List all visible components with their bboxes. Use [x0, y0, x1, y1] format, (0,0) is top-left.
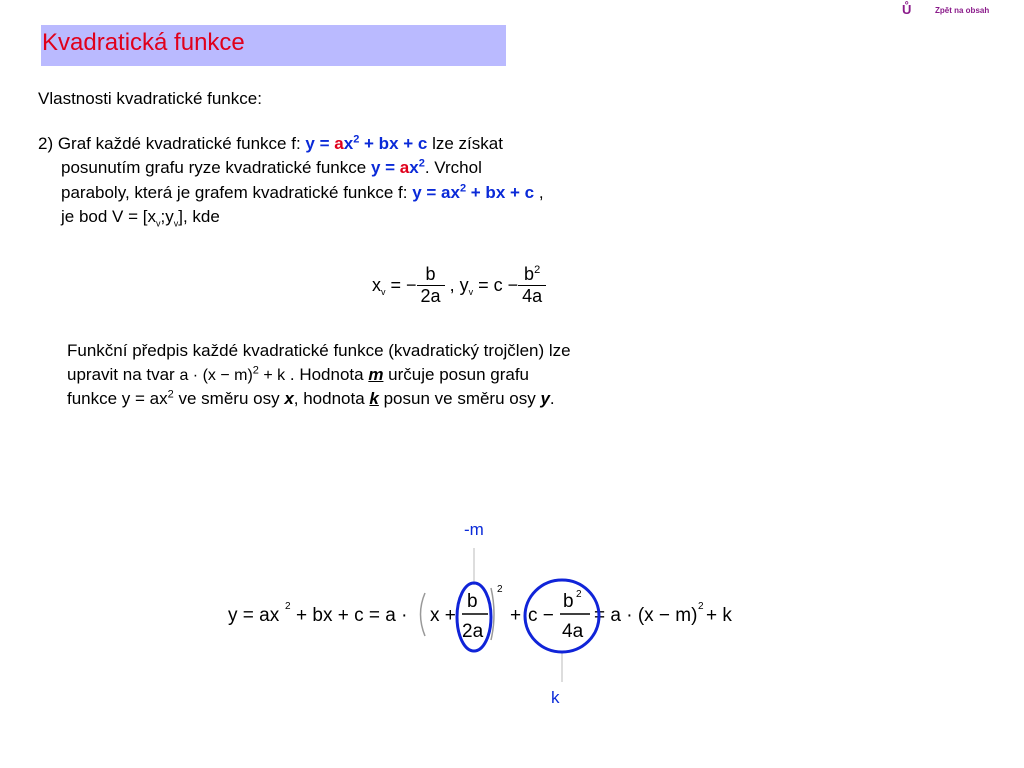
- left-paren: [421, 593, 426, 636]
- variable-x: x: [343, 134, 354, 153]
- denominator: 2a: [420, 286, 441, 306]
- formula-text: x: [372, 275, 381, 295]
- formula-text: = c −: [473, 275, 519, 295]
- text: , hodnota: [293, 389, 370, 408]
- numerator-b: b: [524, 264, 535, 284]
- numerator-b: b: [563, 591, 574, 612]
- exponent: 2: [252, 364, 259, 377]
- formula-text: = −: [385, 275, 417, 295]
- subscript: v: [468, 286, 474, 297]
- text: posun ve směru osy: [378, 389, 541, 408]
- page-title: Kvadratická funkce: [42, 29, 245, 56]
- lhs2: + bx + c = a ·: [296, 605, 408, 626]
- exponent: 2: [576, 589, 582, 600]
- label-k: k: [551, 688, 560, 707]
- text: určuje posun grafu: [383, 365, 529, 384]
- equation-part: y =: [370, 158, 400, 177]
- denominator: 4a: [522, 286, 543, 306]
- exponent: 2: [167, 388, 174, 401]
- rhs-end: + k: [706, 605, 732, 626]
- text: paraboly, která je grafem kvadratické funkce f:: [61, 183, 413, 202]
- text: . Vrchol: [424, 158, 482, 177]
- exponent: 2: [285, 601, 291, 612]
- x-plus: x +: [430, 605, 456, 626]
- text: . Hodnota: [285, 365, 369, 384]
- equation-part: + bx + c: [466, 183, 535, 202]
- exponent: 2: [353, 133, 360, 146]
- intro-text: Vlastnosti kvadratické funkce:: [38, 89, 262, 108]
- equation-part: + bx + c: [359, 134, 428, 153]
- c-minus: c −: [528, 605, 554, 626]
- back-to-contents-link[interactable]: Zpět na obsah: [935, 6, 990, 15]
- text: ,: [534, 183, 544, 202]
- variable-k: k: [369, 389, 379, 408]
- home-icon[interactable]: Ů: [902, 2, 912, 17]
- variable-y: y: [540, 389, 550, 408]
- lhs: y = ax: [228, 605, 280, 626]
- formula-text: + k: [258, 367, 286, 384]
- text: ;y: [160, 207, 174, 226]
- formula-text: , y: [444, 275, 469, 295]
- subscript: v: [381, 286, 386, 297]
- text: lze získat: [427, 134, 503, 153]
- numerator-b: b: [467, 591, 478, 612]
- formula-text: a · (x − m): [179, 367, 253, 384]
- exponent: 2: [418, 157, 425, 170]
- exponent: 2: [459, 182, 467, 195]
- rhs: = a · (x − m): [594, 605, 698, 626]
- text: funkce y = ax: [67, 389, 168, 408]
- denominator-4a: 4a: [562, 621, 584, 642]
- equation-part: y =: [305, 134, 335, 153]
- para3-line1: Funkční předpis každé kvadratické funkce (kvadratický trojčlen) lze: [67, 341, 571, 360]
- numerator: b: [417, 264, 445, 286]
- text: ve směru osy: [173, 389, 285, 408]
- subscript: v: [173, 218, 179, 229]
- coefficient-a: a: [334, 134, 344, 153]
- subscript: v: [155, 218, 161, 229]
- text: .: [549, 389, 555, 408]
- text: 2) Graf každé kvadratické funkce f:: [38, 134, 306, 153]
- text: upravit na tvar: [67, 365, 180, 384]
- variable-x: x: [409, 158, 419, 177]
- plus: +: [510, 605, 522, 626]
- coefficient-a: a: [399, 158, 410, 177]
- text: ], kde: [178, 207, 220, 226]
- exponent: 2: [698, 601, 704, 612]
- variable-m: m: [368, 365, 384, 384]
- exponent: 2: [497, 584, 503, 595]
- text: posunutím grafu ryze kvadratické funkce: [61, 158, 371, 177]
- variable-x: x: [284, 389, 294, 408]
- label-minus-m: -m: [464, 520, 484, 539]
- text: je bod V = [x: [61, 207, 156, 226]
- exponent: 2: [534, 264, 541, 276]
- equation-part: y = ax: [412, 183, 460, 202]
- denominator-2a: 2a: [462, 621, 484, 642]
